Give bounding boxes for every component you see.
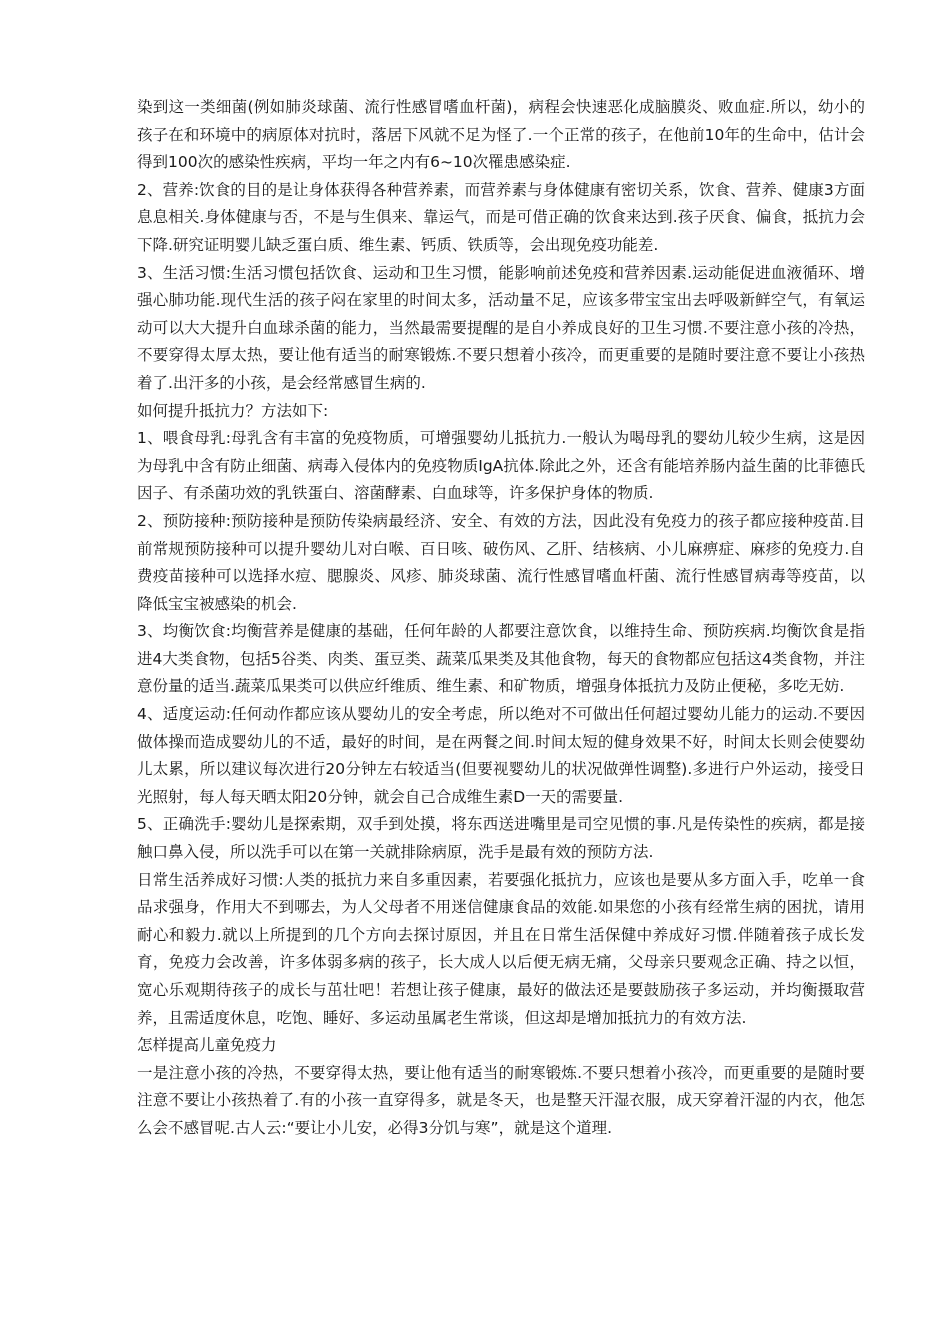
paragraph-handwashing: 5、正确洗手:婴幼儿是探索期，双手到处摸，将东西送进嘴里是司空见惯的事.凡是传染性的疾病，都是接触口鼻入侵，所以洗手可以在第一关就排除病原，洗手是最有效的预防方法. — [137, 815, 865, 862]
paragraph-nutrition: 2、营养:饮食的目的是让身体获得各种营养素，而营养素与身体健康有密切关系，饮食、营养、健康3方面息息相关.身体健康与否，不是与生俱来、靠运气，而是可借正确的饮食来达到.孩子厌食、偏食，抵抗力会下降.研究证明婴儿缺乏蛋白质、维生素、钙质、铁质等，会出现免疫功能差. — [137, 180, 865, 254]
paragraph-daily-habits: 日常生活养成好习惯:人类的抵抗力来自多重因素，若要强化抵抗力，应该也是要从多方面入手，吃单一食品求强身，作用大不到哪去，为人父母者不用迷信健康食品的效能.如果您的小孩有经常生病的困扰，请用耐心和毅力.就以上所提到的几个方向去探讨原因，并且在日常生活保健中养成好习惯.伴随着孩子成长发育，免疫力会改善，许多体弱多病的孩子，长大成人以后便无病无痛，父母亲只要观念正确、持之以恒，宽心乐观期待孩子的成长与茁壮吧！若想让孩子健康，最好的做法还是要鼓励孩子多运动，并均衡摄取营养，且需适度休息，吃饱、睡好、多运动虽属老生常谈，但这却是增加抵抗力的有效方法. — [137, 870, 865, 1027]
paragraph-moderate-exercise: 4、适度运动:任何动作都应该从婴幼儿的安全考虑，所以绝对不可做出任何超过婴幼儿能力的运动.不要因做体操而造成婴幼儿的不适，最好的时间，是在两餐之间.时间太短的健身效果不好，时间太长则会使婴幼儿太累，所以建议每次进行20分钟左右较适当(但要视婴幼儿的状况做弹性调整).多进行户外运动，接受日光照射，每人每天晒太阳20分钟，就会自己合成维生素D一天的需要量. — [137, 705, 865, 806]
paragraph-infection-intro: 染到这一类细菌(例如肺炎球菌、流行性感冒嗜血杆菌)，病程会快速恶化成脑膜炎、败血症.所以，幼小的孩子在和环境中的病原体对抗时，落居下风就不足为怪了.一个正常的孩子，在他前10年的生命中，估计会得到100次的感染性疾病，平均一年之内有6~10次罹患感染症. — [137, 98, 865, 172]
paragraph-cold-and-warmth: 一是注意小孩的冷热，不要穿得太热，要让他有适当的耐寒锻炼.不要只想着小孩冷，而更重要的是随时要注意不要让小孩热着了.有的小孩一直穿得多，就是冬天，也是整天汗湿衣服，成天穿着汗湿的内衣，他怎么会不感冒呢.古人云:“要让小儿安，必得3分饥与寒”，就是这个道理. — [137, 1063, 865, 1137]
section-heading-child-immunity: 怎样提高儿童免疫力 — [137, 1036, 277, 1055]
section-heading-improve-resistance: 如何提升抵抗力？方法如下: — [137, 401, 329, 420]
document-body — [137, 94, 865, 1143]
paragraph-balanced-diet: 3、均衡饮食:均衡营养是健康的基础，任何年龄的人都要注意饮食，以维持生命、预防疾病.均衡饮食是指进4大类食物，包括5谷类、肉类、蛋豆类、蔬菜瓜果类及其他食物，每天的食物都应包括这4类食物，并注意份量的适当.蔬菜瓜果类可以供应纤维质、维生素、和矿物质，增强身体抵抗力及防止便秘，多吃无妨. — [137, 622, 865, 696]
paragraph-lifestyle: 3、生活习惯:生活习惯包括饮食、运动和卫生习惯，能影响前述免疫和营养因素.运动能促进血液循环、增强心肺功能.现代生活的孩子闷在家里的时间太多，活动量不足，应该多带宝宝出去呼吸新鲜空气，有氧运动可以大大提升白血球杀菌的能力，当然最需要提醒的是自小养成良好的卫生习惯.不要注意小孩的冷热，不要穿得太厚太热，要让他有适当的耐寒锻炼.不要只想着小孩冷，而更重要的是随时要注意不要让小孩热着了.出汗多的小孩，是会经常感冒生病的. — [137, 263, 865, 392]
paragraph-breastfeeding: 1、喂食母乳:母乳含有丰富的免疫物质，可增强婴幼儿抵抗力.一般认为喝母乳的婴幼儿较少生病，这是因为母乳中含有防止细菌、病毒入侵体内的免疫物质IgA抗体.除此之外，还含有能培养肠内益生菌的比菲德氏因子、有杀菌功效的乳铁蛋白、溶菌酵素、白血球等，许多保护身体的物质. — [137, 429, 865, 503]
paragraph-vaccination: 2、预防接种:预防接种是预防传染病最经济、安全、有效的方法，因此没有免疫力的孩子都应接种疫苗.目前常规预防接种可以提升婴幼儿对白喉、百日咳、破伤风、乙肝、结核病、小儿麻痹症、麻疹的免疫力.自费疫苗接种可以选择水痘、腮腺炎、风疹、肺炎球菌、流行性感冒嗜血杆菌、流行性感冒病毒等疫苗，以降低宝宝被感染的机会. — [137, 511, 865, 613]
